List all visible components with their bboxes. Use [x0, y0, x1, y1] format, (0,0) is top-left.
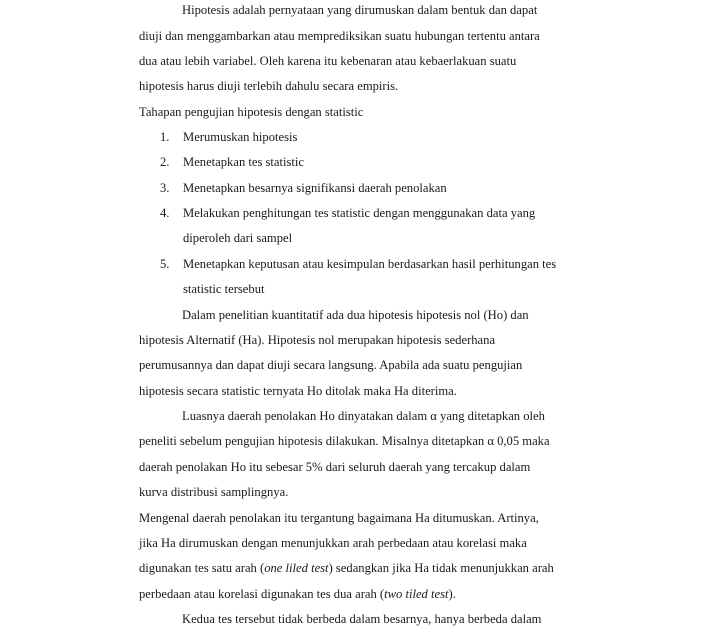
paragraph-1-line-1: Hipotesis adalah pernyataan yang dirumuskan dalam bentuk dan dapat [182, 3, 538, 17]
paragraph-2-line-2: hipotesis Alternatif (Ha). Hipotesis nol merupakan hipotesis sederhana [139, 333, 496, 347]
paragraph-4-line-3 [139, 560, 554, 576]
step-2-text: Menetapkan tes statistic [183, 155, 305, 169]
paragraph-4-line-4-pre: perbedaan atau korelasi digunakan tes dua arah ( [139, 587, 385, 601]
paragraph-5-line-1: Kedua tes tersebut tidak berbeda dalam besarnya, hanya berbeda dalam [182, 612, 542, 626]
steps-heading: Tahapan pengujian hipotesis dengan statistic [139, 105, 364, 119]
paragraph-2-line-3: perumusannya dan dapat diuji secara langsung. Apabila ada suatu pengujian [139, 358, 523, 372]
paragraph-3-line-2: peneliti sebelum pengujian hipotesis dilakukan. Misalnya ditetapkan α 0,05 maka [139, 434, 550, 448]
step-4-text-line-1: Melakukan penghitungan tes statistic dengan menggunakan data yang [183, 206, 536, 220]
one-tailed-test-term: one liled test [264, 561, 329, 575]
paragraph-2-line-4: hipotesis secara statistic ternyata Ho ditolak maka Ha diterima. [139, 384, 457, 398]
two-tailed-test-term: two tiled test [384, 587, 449, 601]
step-5-text-line-2: statistic tersebut [183, 282, 265, 296]
paragraph-3-line-1: Luasnya daerah penolakan Ho dinyatakan dalam α yang ditetapkan oleh [182, 409, 545, 423]
paragraph-1-line-3: dua atau lebih variabel. Oleh karena itu kebenaran atau kebaerlakuan suatu [139, 54, 517, 68]
step-1-number: 1. [160, 130, 170, 144]
paragraph-4-line-3-post: ) sedangkan jika Ha tidak menunjukkan arah [328, 561, 554, 575]
step-1-text: Merumuskan hipotesis [183, 130, 298, 144]
paragraph-4-line-4 [139, 586, 456, 602]
paragraph-4-line-3-pre: digunakan tes satu arah ( [139, 561, 265, 575]
step-5-number: 5. [160, 257, 170, 271]
step-4-text-line-2: diperoleh dari sampel [183, 231, 293, 245]
paragraph-4-line-2: jika Ha dirumuskan dengan menunjukkan arah perbedaan atau korelasi maka [139, 536, 527, 550]
paragraph-3-line-3: daerah penolakan Ho itu sebesar 5% dari seluruh daerah yang tercakup dalam [139, 460, 531, 474]
step-2-number: 2. [160, 155, 170, 169]
paragraph-1-line-4: hipotesis harus diuji terlebih dahulu secara empiris. [139, 79, 399, 93]
paragraph-4-line-1: Mengenal daerah penolakan itu tergantung bagaimana Ha ditumuskan. Artinya, [139, 511, 539, 525]
step-5-text-line-1: Menetapkan keputusan atau kesimpulan berdasarkan hasil perhitungan tes [183, 257, 557, 271]
step-3-number: 3. [160, 181, 170, 195]
paragraph-2-line-1: Dalam penelitian kuantitatif ada dua hipotesis hipotesis nol (Ho) dan [182, 308, 529, 322]
paragraph-4-line-4-post: ). [448, 587, 456, 601]
paragraph-1-line-2: diuji dan menggambarkan atau memprediksikan suatu hubungan tertentu antara [139, 29, 540, 43]
step-4-number: 4. [160, 206, 170, 220]
paragraph-3-line-4: kurva distribusi samplingnya. [139, 485, 289, 499]
step-3-text: Menetapkan besarnya signifikansi daerah penolakan [183, 181, 447, 195]
